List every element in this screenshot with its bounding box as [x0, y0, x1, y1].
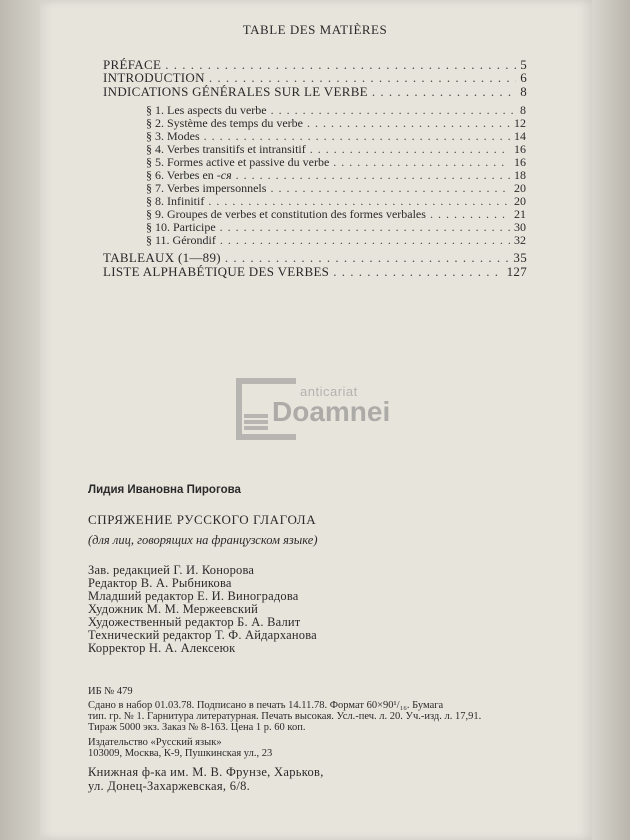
toc-section: § 2. Système des temps du verbe . . . 12 [146, 117, 526, 130]
author-name: Лидия Ивановна Пирогова [88, 484, 241, 496]
toc-section: § 11. Gérondif . . . 32 [146, 234, 526, 247]
toc-section: § 4. Verbes transitifs et intransitif . . . 16 [146, 143, 526, 156]
ib-number: ИБ № 479 [88, 686, 133, 697]
printer-line: Книжная ф-ка им. М. В. Фрунзе, Харьков, [88, 765, 324, 779]
publisher-line: 103009, Москва, К-9, Пушкинская ул., 23 [88, 748, 273, 759]
print-details-line: Сдано в набор 01.03.78. Подписано в печать 14.11.78. Формат 60×90¹/₁₆. Бумага [88, 700, 444, 711]
toc-entry: INDICATIONS GÉNÉRALES SUR LE VERBE . . . 8 [103, 85, 527, 98]
books-icon [244, 414, 268, 434]
toc-section: § 3. Modes . . . 14 [146, 130, 526, 143]
staff-line: Корректор Н. А. Алексеюк [88, 641, 236, 655]
book-spine-shadow [0, 0, 40, 840]
staff-line: Художественный редактор Б. А. Валит [88, 615, 301, 629]
book-title: СПРЯЖЕНИЕ РУССКОГО ГЛАГОЛА [88, 512, 317, 527]
toc-section: § 7. Verbes impersonnels . . . 20 [146, 182, 526, 195]
staff-line: Технический редактор Т. Ф. Айдарханова [88, 628, 317, 642]
book-subtitle: (для лиц, говорящих на французском языке) [88, 533, 318, 547]
staff-line: Художник М. М. Мержеевский [88, 602, 258, 616]
toc-section: § 10. Participe . . . 30 [146, 221, 526, 234]
staff-line: Зав. редакцией Г. И. Конорова [88, 563, 255, 577]
watermark-big-text: Doamnei [272, 396, 391, 427]
print-details-line: тип. гр. № 1. Гарнитура литературная. Печать высокая. Усл.-печ. л. 20. Уч.-изд. л. 17,91. [88, 711, 482, 722]
toc-entry: TABLEAUX (1—89) . . . 35 [103, 251, 527, 264]
toc-section: § 1. Les aspects du verbe . . . 8 [146, 104, 526, 117]
toc-section: § 5. Formes active et passive du verbe . . . 16 [146, 156, 526, 169]
toc-entry: PRÉFACE . . . 5 [103, 58, 527, 71]
staff-line: Редактор В. А. Рыбникова [88, 576, 232, 590]
print-details-line: Тираж 5000 экз. Заказ № 8-163. Цена 1 р. 60 коп. [88, 722, 306, 733]
toc-entry: LISTE ALPHABÉTIQUE DES VERBES . . . 127 [103, 265, 527, 278]
toc-title: TABLE DES MATIÈRES [242, 22, 388, 37]
toc-section: § 8. Infinitif . . . 20 [146, 195, 526, 208]
page-edge [592, 0, 630, 840]
anticariat-watermark [236, 378, 396, 444]
toc-section: § 6. Verbes en -ся . . . 18 [146, 169, 526, 182]
staff-line: Младший редактор Е. И. Виноградова [88, 589, 299, 603]
toc-section: § 9. Groupes de verbes et constitution des formes verbales . . . 21 [146, 208, 526, 221]
publisher-line: Издательство «Русский язык» [88, 737, 222, 748]
toc-entry: INTRODUCTION . . . 6 [103, 71, 527, 84]
printer-line: ул. Донец-Захаржевская, 6/8. [88, 779, 251, 793]
watermark-small-text: anticariat [300, 384, 358, 399]
